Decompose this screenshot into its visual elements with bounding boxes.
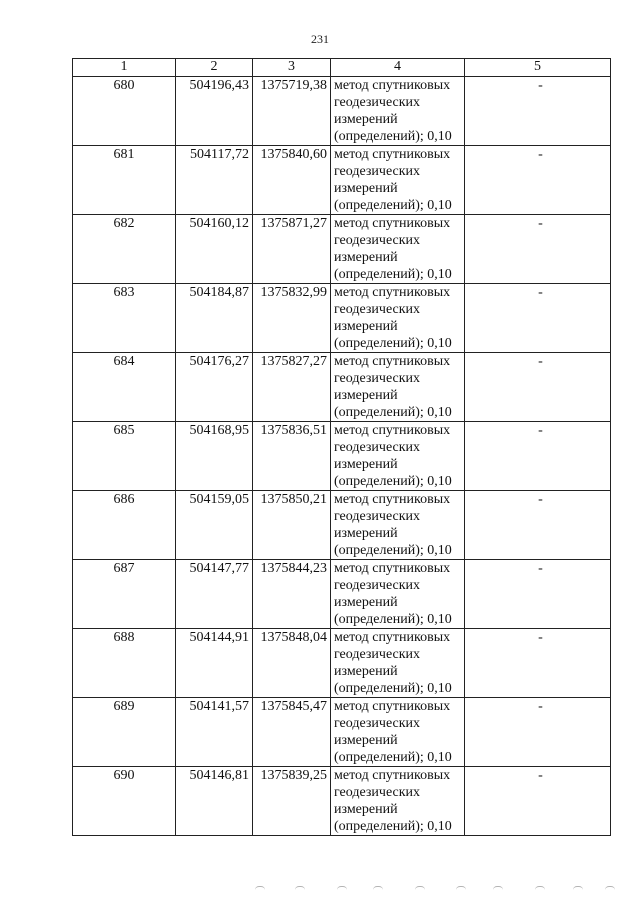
y-coordinate-cell: 1375827,27 bbox=[253, 353, 331, 422]
y-coordinate-cell: 1375850,21 bbox=[253, 491, 331, 560]
point-number-cell: 683 bbox=[73, 284, 176, 353]
y-coordinate-cell: 1375844,23 bbox=[253, 560, 331, 629]
note-cell: - bbox=[465, 353, 611, 422]
point-number-cell: 690 bbox=[73, 767, 176, 836]
method-cell: метод спутниковых геодезических измерений (определений); 0,10 bbox=[331, 215, 465, 284]
note-cell: - bbox=[465, 215, 611, 284]
table-row bbox=[73, 422, 611, 491]
x-coordinate-cell: 504160,12 bbox=[176, 215, 253, 284]
method-cell: метод спутниковых геодезических измерений (определений); 0,10 bbox=[331, 353, 465, 422]
column-header-5: 5 bbox=[465, 59, 611, 77]
point-number-cell: 680 bbox=[73, 77, 176, 146]
method-cell: метод спутниковых геодезических измерений (определений); 0,10 bbox=[331, 629, 465, 698]
table-row bbox=[73, 767, 611, 836]
x-coordinate-cell: 504176,27 bbox=[176, 353, 253, 422]
y-coordinate-cell: 1375839,25 bbox=[253, 767, 331, 836]
x-coordinate-cell: 504117,72 bbox=[176, 146, 253, 215]
method-cell: метод спутниковых геодезических измерений (определений); 0,10 bbox=[331, 422, 465, 491]
y-coordinate-cell: 1375832,99 bbox=[253, 284, 331, 353]
table-body bbox=[73, 77, 611, 836]
point-number-cell: 687 bbox=[73, 560, 176, 629]
note-cell: - bbox=[465, 77, 611, 146]
note-cell: - bbox=[465, 629, 611, 698]
table-row bbox=[73, 284, 611, 353]
x-coordinate-cell: 504141,57 bbox=[176, 698, 253, 767]
table-row bbox=[73, 491, 611, 560]
y-coordinate-cell: 1375871,27 bbox=[253, 215, 331, 284]
table-row bbox=[73, 698, 611, 767]
y-coordinate-cell: 1375836,51 bbox=[253, 422, 331, 491]
note-cell: - bbox=[465, 146, 611, 215]
method-cell: метод спутниковых геодезических измерений (определений); 0,10 bbox=[331, 77, 465, 146]
table-row bbox=[73, 353, 611, 422]
note-cell: - bbox=[465, 491, 611, 560]
y-coordinate-cell: 1375840,60 bbox=[253, 146, 331, 215]
table-header-row bbox=[73, 59, 611, 77]
x-coordinate-cell: 504184,87 bbox=[176, 284, 253, 353]
note-cell: - bbox=[465, 698, 611, 767]
point-number-cell: 688 bbox=[73, 629, 176, 698]
point-number-cell: 684 bbox=[73, 353, 176, 422]
table-row bbox=[73, 215, 611, 284]
table-row bbox=[73, 77, 611, 146]
method-cell: метод спутниковых геодезических измерений (определений); 0,10 bbox=[331, 146, 465, 215]
note-cell: - bbox=[465, 767, 611, 836]
table-row bbox=[73, 146, 611, 215]
column-header-2: 2 bbox=[176, 59, 253, 77]
y-coordinate-cell: 1375719,38 bbox=[253, 77, 331, 146]
y-coordinate-cell: 1375848,04 bbox=[253, 629, 331, 698]
note-cell: - bbox=[465, 560, 611, 629]
point-number-cell: 689 bbox=[73, 698, 176, 767]
point-number-cell: 681 bbox=[73, 146, 176, 215]
point-number-cell: 685 bbox=[73, 422, 176, 491]
x-coordinate-cell: 504168,95 bbox=[176, 422, 253, 491]
table-row bbox=[73, 560, 611, 629]
note-cell: - bbox=[465, 422, 611, 491]
x-coordinate-cell: 504144,91 bbox=[176, 629, 253, 698]
faint-scan-marks bbox=[255, 886, 615, 898]
table-row bbox=[73, 629, 611, 698]
x-coordinate-cell: 504159,05 bbox=[176, 491, 253, 560]
page-number: 231 bbox=[311, 32, 329, 46]
column-header-4: 4 bbox=[331, 59, 465, 77]
coordinates-table bbox=[72, 58, 611, 836]
point-number-cell: 682 bbox=[73, 215, 176, 284]
method-cell: метод спутниковых геодезических измерений (определений); 0,10 bbox=[331, 491, 465, 560]
note-cell: - bbox=[465, 284, 611, 353]
method-cell: метод спутниковых геодезических измерений (определений); 0,10 bbox=[331, 767, 465, 836]
y-coordinate-cell: 1375845,47 bbox=[253, 698, 331, 767]
method-cell: метод спутниковых геодезических измерений (определений); 0,10 bbox=[331, 698, 465, 767]
column-header-3: 3 bbox=[253, 59, 331, 77]
column-header-1: 1 bbox=[73, 59, 176, 77]
point-number-cell: 686 bbox=[73, 491, 176, 560]
method-cell: метод спутниковых геодезических измерений (определений); 0,10 bbox=[331, 284, 465, 353]
method-cell: метод спутниковых геодезических измерений (определений); 0,10 bbox=[331, 560, 465, 629]
x-coordinate-cell: 504146,81 bbox=[176, 767, 253, 836]
x-coordinate-cell: 504196,43 bbox=[176, 77, 253, 146]
x-coordinate-cell: 504147,77 bbox=[176, 560, 253, 629]
